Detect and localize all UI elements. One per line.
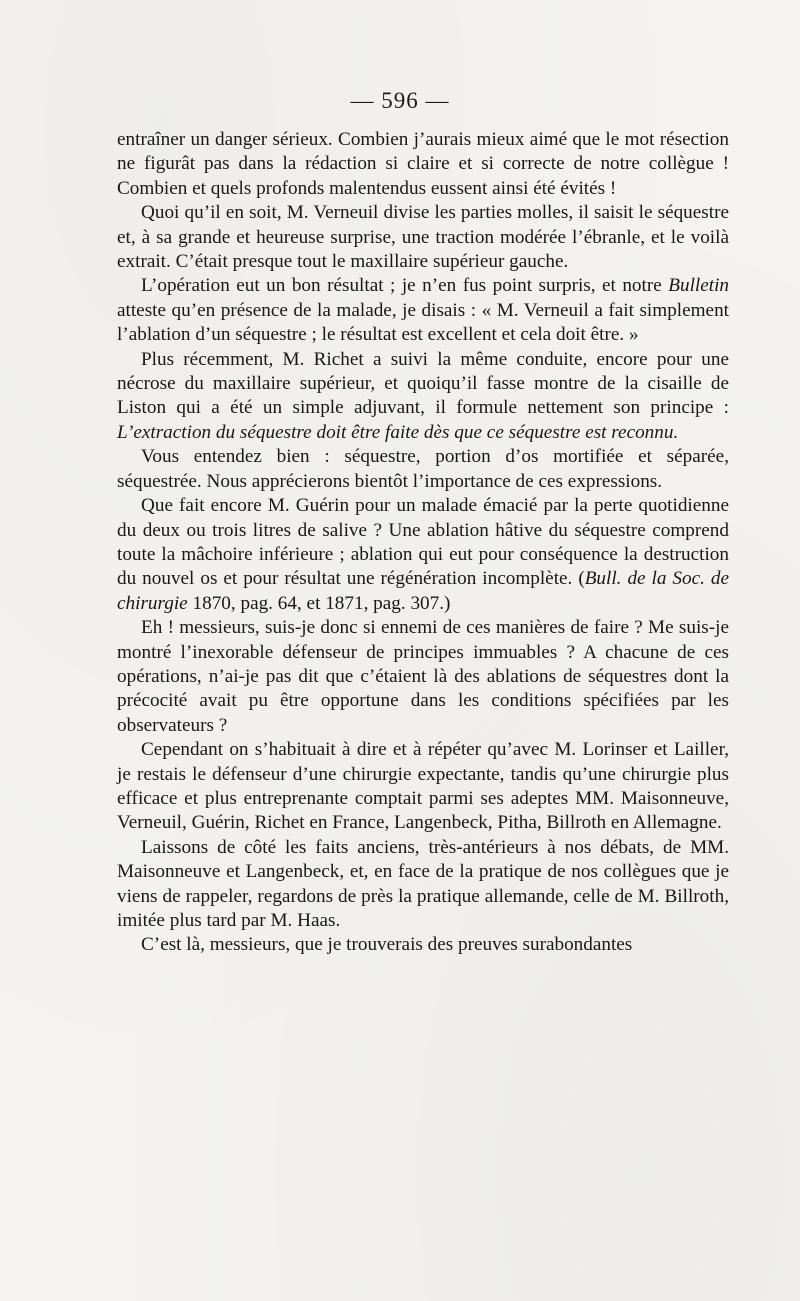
paragraph [117, 738, 729, 836]
paragraph [117, 616, 729, 738]
text-run: Eh ! messieurs, suis-je donc si ennemi de ces manières de faire ? Me suis-je montré l’inexorable défenseur de principes immuables ? A chacune de ces opérations, n’ai-je pas dit que c’étaient là des ablations de séquestres dont la précocité avait pu être opportune dans les conditions spécifiées par les observateurs ? [117, 617, 729, 736]
text-run: Quoi qu’il en soit, M. Verneuil divise les parties molles, il saisit le séquestre et, à sa grande et heureuse surprise, une traction modérée l’ébranle, et le voilà extrait. C’était presque tout le maxillaire supérieur gauche. [117, 202, 729, 273]
italic-quote: L’extraction du séquestre doit être faite dès que ce séquestre est reconnu. [117, 421, 679, 443]
italic-citation: Bull. de la Soc. de chirurgie [117, 568, 729, 614]
paragraph [117, 128, 729, 201]
paragraph [117, 836, 729, 934]
italic-title: Bulletin [668, 275, 729, 297]
text-run: Plus récemment, M. Richet a suivi la même conduite, encore pour une nécrose du maxillaire supérieur, et quoiqu’il fasse montre de la cisaille de Liston qui a été un simple adjuvant, il formule nettement son principe : [117, 348, 729, 419]
text-run: 1870, pag. 64, et 1871, pag. 307.) [187, 592, 451, 614]
text-run: atteste qu’en présence de la malade, je disais : « M. Verneuil a fait simplement l’ablation d’un séquestre ; le résultat est excellent et cela doit être. » [117, 299, 729, 346]
paragraph [117, 201, 729, 274]
text-run: C’est là, messieurs, que je trouverais des preuves surabondantes [141, 934, 633, 956]
paragraph [117, 348, 729, 446]
text-run: Que fait encore M. Guérin pour un malade émacié par la perte quotidienne du deux ou trois litres de salive ? Une ablation hâtive du séquestre comprend toute la mâchoire inférieure ; ablation qui eut pour conséquence la destruction du nouvel os et pour résultat une régénération incomplète. ( [117, 495, 729, 590]
page-number: — 596 — [350, 88, 450, 113]
paragraph [117, 933, 729, 957]
paragraph [117, 445, 729, 494]
paragraph [117, 494, 729, 616]
text-run: Laissons de côté les faits anciens, très-antérieurs à nos débats, de MM. Maisonneuve et Langenbeck, et, en face de la pratique de nos collègues que je viens de rappeler, regardons de près la pratique allemande, celle de M. Billroth, imitée plus tard par M. Haas. [117, 836, 729, 931]
text-run: entraîner un danger sérieux. Combien j’aurais mieux aimé que le mot résection ne figurât pas dans la rédaction si claire et si correcte de notre collègue ! Combien et quels profonds malentendus eussent ainsi été évités ! [117, 129, 729, 199]
text-run: L’opération eut un bon résultat ; je n’en fus point surpris, et notre [141, 275, 669, 297]
text-run: Cependant on s’habituait à dire et à répéter qu’avec M. Lorinser et Lailler, je restais le défenseur d’une chirurgie expectante, tandis qu’une chirurgie plus efficace et plus entreprenante comptait parmi ses adeptes MM. Maisonneuve, Verneuil, Guérin, Richet en France, Langenbeck, Pitha, Billroth en Allemagne. [117, 739, 729, 834]
text-run: Vous entendez bien : séquestre, portion d’os mortifiée et séparée, séquestrée. Nous apprécierons bientôt l’importance de ces expressions. [117, 446, 729, 492]
paragraph [117, 274, 729, 347]
body-text [117, 128, 729, 958]
